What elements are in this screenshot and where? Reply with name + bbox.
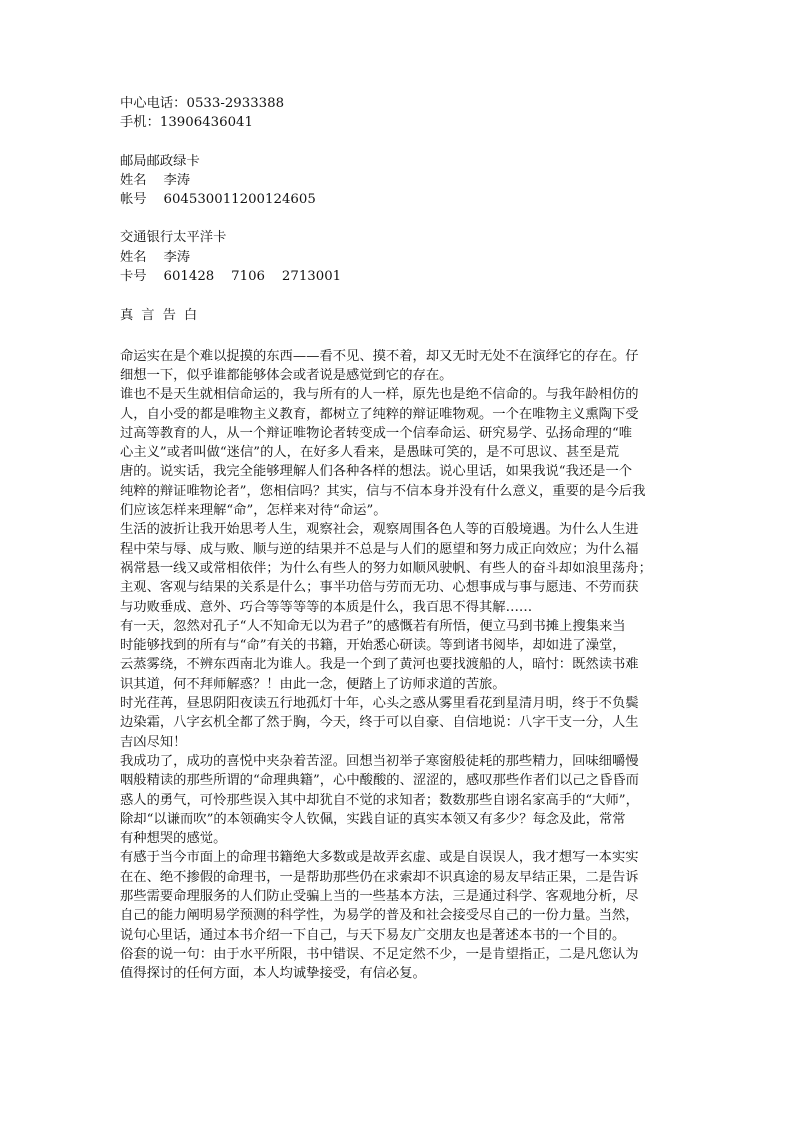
- postal-card-block: [120, 152, 675, 210]
- paragraph-line: 生活的波折让我开始思考人生，观察社会，观察周围各色人等的百般境遇。为什么人生进: [120, 522, 639, 538]
- paragraph-line: 人，自小受的都是唯物主义教育，都树立了纯粹的辩证唯物观。一个在唯物主义熏陶下受: [120, 406, 639, 422]
- paragraph: [120, 520, 675, 616]
- paragraph: [120, 385, 675, 520]
- paragraph-line: 纯粹的辩证唯物论者”，您相信吗？其实，信与不信本身并没有什么意义，重要的是今后我: [120, 483, 646, 499]
- paragraph-line: 边染霜，八字玄机全都了然于胸，今天，终于可以自豪、自信地说：八字干支一分，人生: [120, 715, 639, 731]
- paragraph-line: 们应该怎样来理解“命”，怎样来对待“命运”。: [120, 503, 387, 519]
- paragraph-line: 主观、客观与结果的关系是什么；事半功倍与劳而无功、心想事成与事与愿违、不劳而获: [120, 580, 639, 596]
- postal-card-name: 姓名 李涛: [120, 172, 191, 188]
- contact-block: [120, 94, 675, 133]
- paragraph-line: 云蒸雾绕，不辨东西南北为谁人。我是一个到了黄河也要找渡船的人，暗忖：既然读书难: [120, 657, 639, 673]
- bank-card-name: 姓名 李涛: [120, 249, 191, 265]
- paragraph-line: 祸常悬一线又或常相依伴；为什么有些人的努力如顺风驶帆、有些人的奋斗却如浪里荡舟；: [120, 560, 652, 576]
- bank-card-block: [120, 228, 675, 286]
- paragraph-line: 那些需要命理服务的人们防止受骗上当的一些基本方法，三是通过科学、客观地分析，尽: [120, 888, 639, 904]
- paragraph-line: 唐的。说实话，我完全能够理解人们各种各样的想法。说心里话，如果我说“我还是一个: [120, 464, 633, 480]
- paragraph: [120, 848, 675, 944]
- paragraph-line: 程中荣与辱、成与败、顺与逆的结果并不总是与人们的愿望和努力成正向效应；为什么福: [120, 541, 639, 557]
- paragraph-line: 过高等教育的人，从一个辩证唯物论者转变成一个信奉命运、研究易学、弘扬命理的“唯: [120, 425, 633, 441]
- paragraph-line: 时能够找到的所有与“命”有关的书籍，开始悉心研读。等到诸书阅毕，却如进了澡堂，: [120, 638, 626, 654]
- center-phone: 中心电话：0533-2933388: [120, 96, 285, 111]
- paragraph-line: 值得探讨的任何方面，本人均诚挚接受，有信必复。: [120, 966, 426, 982]
- paragraph-line: 在在、绝不掺假的命理书，一是帮助那些仍在求索却不识真途的易友早结正果，二是告诉: [120, 869, 639, 885]
- paragraph-line: 细想一下，似乎谁都能够体会或者说是感觉到它的存在。: [120, 367, 453, 383]
- paragraph: [120, 752, 675, 848]
- spacer: [120, 209, 675, 228]
- paragraph-line: 心主义”或者叫做“迷信”的人，在好多人看来，是愚昧可笑的，是不可思议、甚至是荒: [120, 445, 620, 461]
- section-heading: 真言告白: [120, 308, 206, 324]
- mobile-phone: 手机：13906436041: [120, 115, 253, 131]
- paragraph-line: 自己的能力阐明易学预测的科学性，为易学的普及和社会接受尽自己的一份力量。当然，: [120, 908, 639, 924]
- paragraph-line: 谁也不是天生就相信命运的，我与所有的人一样，原先也是绝不信命的。与我年龄相仿的: [120, 387, 639, 403]
- paragraph-line: 命运实在是个难以捉摸的东西——看不见、摸不着，却又无时无处不在演绎它的存在。仔: [120, 348, 639, 364]
- postal-card-title: 邮局邮政绿卡: [120, 153, 200, 169]
- paragraph-line: 有一天，忽然对孔子“人不知命无以为君子”的感慨若有所悟，便立马到书摊上搜集来当: [120, 618, 626, 634]
- paragraph: [120, 617, 675, 694]
- spacer: [120, 133, 675, 152]
- paragraph-line: 俗套的说一句：由于水平所限，书中错误、不足定然不少，一是肯望指正，二是凡您认为: [120, 946, 639, 962]
- paragraph: [120, 694, 675, 752]
- document-page: [120, 94, 675, 983]
- bank-card-number: 卡号 601428 7106 2713001: [120, 269, 342, 285]
- paragraph: [120, 945, 675, 984]
- body-text: [120, 347, 675, 984]
- postal-card-account: 帐号 604530011200124605: [120, 192, 316, 208]
- paragraph-line: 与功败垂成、意外、巧合等等等等的本质是什么，我百思不得其解……: [120, 599, 533, 615]
- bank-card-title: 交通银行太平洋卡: [120, 230, 227, 246]
- paragraph-line: 惑人的勇气，可怜那些误入其中却犹自不觉的求知者；数数那些自诩名家高手的“大师”，: [120, 792, 639, 808]
- paragraph-line: 咽般精读的那些所谓的“命理典籍”，心中酸酸的、涩涩的，感叹那些作者们以己之昏昏而: [120, 773, 639, 789]
- paragraph-line: 除却“以谦而吹”的本领确实令人钦佩，实践自证的真实本领又有多少？每念及此，常常: [120, 811, 626, 827]
- paragraph-line: 时光荏苒，昼思阴阳夜读五行地孤灯十年，心头之惑从雾里看花到星清月明，终于不负鬓: [120, 696, 639, 712]
- paragraph: [120, 347, 675, 386]
- paragraph-line: 吉凶尽知！: [120, 734, 187, 750]
- paragraph-line: 说句心里话，通过本书介绍一下自己，与天下易友广交朋友也是著述本书的一个目的。: [120, 927, 626, 943]
- paragraph-line: 有感于当今市面上的命理书籍绝大多数或是故弄玄虚、或是自误误人，我才想写一本实实: [120, 850, 639, 866]
- paragraph-line: 有种想哭的感觉。: [120, 831, 227, 847]
- paragraph-line: 识其道，何不拜师解惑？！由此一念，便踏上了访师求道的苦旅。: [120, 676, 506, 692]
- paragraph-line: 我成功了，成功的喜悦中夹杂着苦涩。回想当初举子寒窗般徒耗的那些精力，回味细嚼慢: [120, 753, 639, 769]
